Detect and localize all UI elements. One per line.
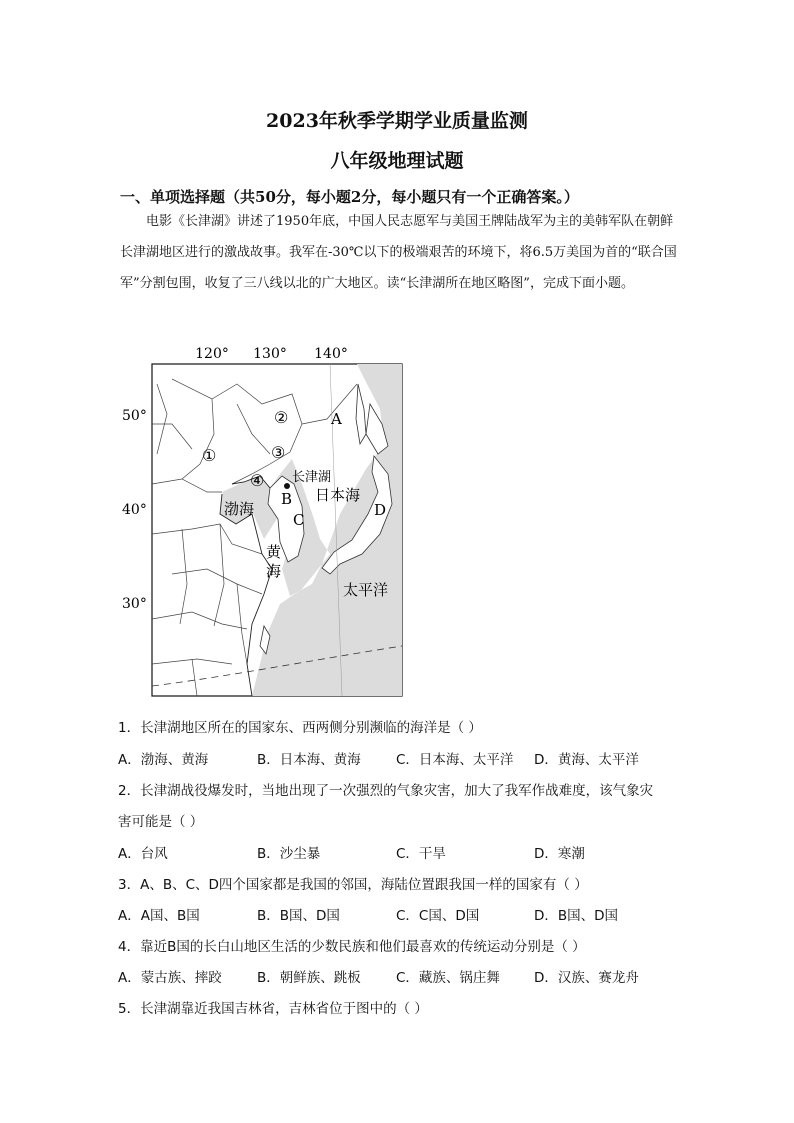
lat-label-40: 40° bbox=[122, 502, 147, 518]
changjinhu-marker bbox=[284, 483, 290, 489]
q2-option-d: D．寒潮 bbox=[534, 846, 585, 862]
question-2-stem-line1: 2．长津湖战役爆发时，当地出现了一次强烈的气象灾害，加大了我军作战难度，该气象灾 bbox=[118, 783, 654, 799]
lon-label-140: 140° bbox=[314, 346, 348, 362]
lat-label-30: 30° bbox=[122, 596, 147, 612]
yellow-sea-label-2: 海 bbox=[266, 562, 282, 580]
region-4-label: ④ bbox=[250, 471, 265, 490]
question-5-stem: 5．长津湖靠近我国吉林省，吉林省位于图中的（ ） bbox=[118, 1001, 428, 1017]
q2-option-b: B．沙尘暴 bbox=[257, 846, 321, 862]
region-1-label: ① bbox=[202, 446, 217, 465]
japan-sea-label: 日本海 bbox=[315, 486, 361, 504]
question-3-stem: 3．A、B、C、D四个国家都是我国的邻国，海陆位置跟我国一样的国家有（ ） bbox=[118, 877, 588, 893]
question-1-stem: 1．长津湖地区所在的国家东、西两侧分别濒临的海洋是（ ） bbox=[118, 720, 482, 736]
country-a-label: A bbox=[331, 410, 342, 428]
region-2-label: ② bbox=[274, 408, 289, 427]
region-3-label: ③ bbox=[271, 443, 286, 462]
q4-option-a: A．蒙古族、摔跤 bbox=[118, 970, 222, 986]
country-c-label: C bbox=[293, 511, 305, 529]
lat-label-50: 50° bbox=[122, 408, 147, 424]
pacific-label: 太平洋 bbox=[343, 581, 389, 599]
q3-option-b: B．B国、D国 bbox=[257, 908, 340, 924]
q3-option-c: C．C国、D国 bbox=[396, 908, 480, 924]
bohai-label: 渤海 bbox=[224, 500, 255, 518]
q1-option-a: A．渤海、黄海 bbox=[118, 752, 209, 768]
intro-paragraph: 电影《长津湖》讲述了1950年底，中国人民志愿军与美国王牌陆战军为主的美韩军队在朝鲜长津湖地区进行的激战故事。我军在-30℃以下的极端艰苦的环境下，将6.5万美国为首的“联合国军”分割包围，收复了三八线以北的广大地区。读“长津湖所在地区略图”，完成下面小题。 bbox=[120, 214, 677, 291]
exam-title: 2023年秋季学期学业质量监测 bbox=[266, 110, 528, 132]
q3-option-a: A．A国、B国 bbox=[118, 908, 200, 924]
yellow-sea-label-1: 黄 bbox=[266, 543, 282, 561]
q2-option-a: A．台风 bbox=[118, 846, 168, 862]
exam-subtitle: 八年级地理试题 bbox=[330, 150, 464, 172]
q4-option-d: D．汉族、赛龙舟 bbox=[534, 970, 639, 986]
country-b-label: B bbox=[281, 490, 293, 508]
lon-label-120: 120° bbox=[195, 346, 229, 362]
changjinhu-label: 长津湖 bbox=[292, 470, 332, 485]
q1-option-b: B．日本海、黄海 bbox=[257, 752, 361, 768]
lon-label-130: 130° bbox=[253, 346, 287, 362]
q3-option-d: D．B国、D国 bbox=[534, 908, 619, 924]
q4-option-b: B．朝鲜族、跳板 bbox=[257, 970, 361, 986]
q4-option-c: C．藏族、锅庄舞 bbox=[396, 970, 500, 986]
country-d-label: D bbox=[374, 501, 387, 519]
q2-option-c: C．干旱 bbox=[396, 846, 446, 862]
changjinhu-region-map bbox=[122, 344, 406, 699]
question-2-stem-line2: 害可能是（ ） bbox=[118, 814, 204, 830]
section-heading: 一、单项选择题（共50分，每小题2分，每小题只有一个正确答案。） bbox=[120, 188, 579, 206]
q1-option-d: D．黄海、太平洋 bbox=[534, 752, 639, 768]
q1-option-c: C．日本海、太平洋 bbox=[396, 752, 514, 768]
question-4-stem: 4．靠近B国的长白山地区生活的少数民族和他们最喜欢的传统运动分别是（ ） bbox=[118, 939, 586, 955]
